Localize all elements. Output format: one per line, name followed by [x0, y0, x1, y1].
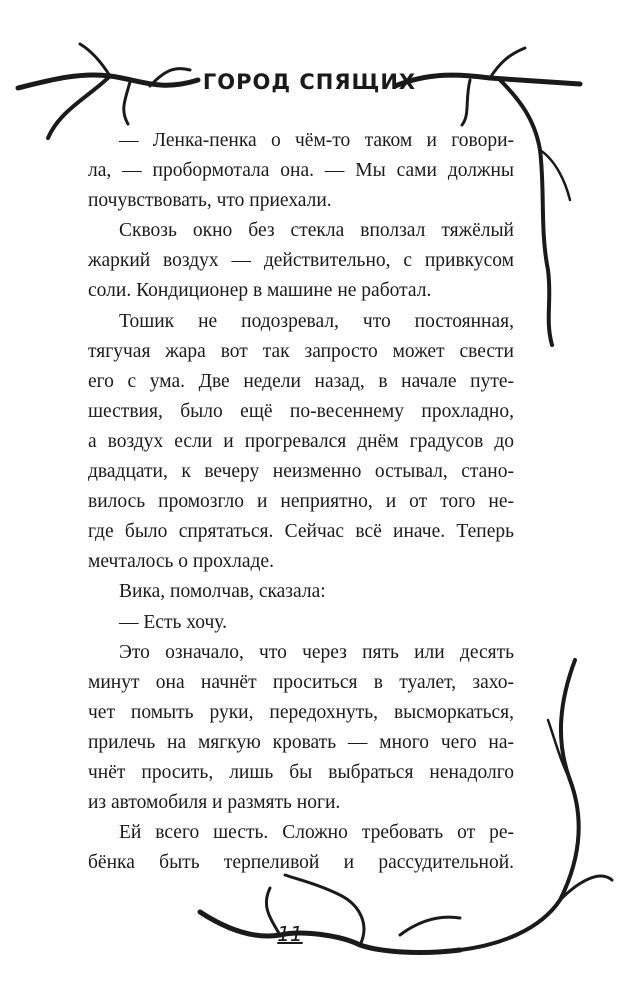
text-line: ла, — пробормотала она. — Мы сами должны: [88, 160, 514, 182]
text-line: почувствовать, что приехали.: [88, 190, 332, 212]
text-line: мечталось о прохладе.: [88, 551, 274, 573]
text-line: — Есть хочу.: [119, 611, 227, 633]
text-line: соли. Кондиционер в машине не работал.: [88, 280, 432, 302]
text-line: Сквозь окно без стекла вползал тяжёлый: [119, 220, 514, 242]
text-line: его с ума. Две недели назад, в начале путе-: [88, 370, 514, 392]
body-text: [88, 126, 514, 878]
text-line: Ей всего шесть. Сложно требовать от ре-: [119, 822, 514, 844]
text-line: чнёт просить, лишь бы выбраться ненадолго: [88, 761, 514, 783]
text-line: из автомобиля и размять ноги.: [88, 792, 341, 814]
text-line: чет помыть руки, передохнуть, высморкаться,: [88, 701, 514, 723]
text-line: шествия, было ещё по-весеннему прохладно,: [88, 400, 514, 422]
text-line: вилось промозгло и неприятно, и от того не-: [88, 491, 514, 513]
text-line: Это означало, что через пять или десять: [119, 641, 514, 663]
text-line: жаркий воздух — действительно, с привкусом: [88, 250, 514, 272]
running-header: ГОРОД СПЯЩИХ: [202, 70, 417, 94]
text-line: а воздух если и прогревался днём градусов до: [88, 430, 514, 452]
text-line: бёнка быть терпеливой и рассудительной.: [88, 852, 514, 874]
text-line: прилечь на мягкую кровать — много чего на-: [88, 731, 514, 753]
text-line: — Ленка-пенка о чём-то таком и говори-: [119, 130, 514, 151]
text-line: где было спрятаться. Сейчас всё иначе. Теперь: [88, 521, 514, 543]
text-line: минут она начнёт проситься в туалет, захо-: [88, 671, 514, 693]
text-line: тягучая жара вот так запросто может свести: [88, 340, 514, 362]
page-number: 11: [277, 922, 303, 946]
text-line: Вика, помолчав, сказала:: [119, 581, 326, 603]
text-line: Тошик не подозревал, что постоянная,: [119, 310, 514, 332]
text-line: двадцати, к вечеру неизменно остывал, стано-: [88, 461, 514, 483]
